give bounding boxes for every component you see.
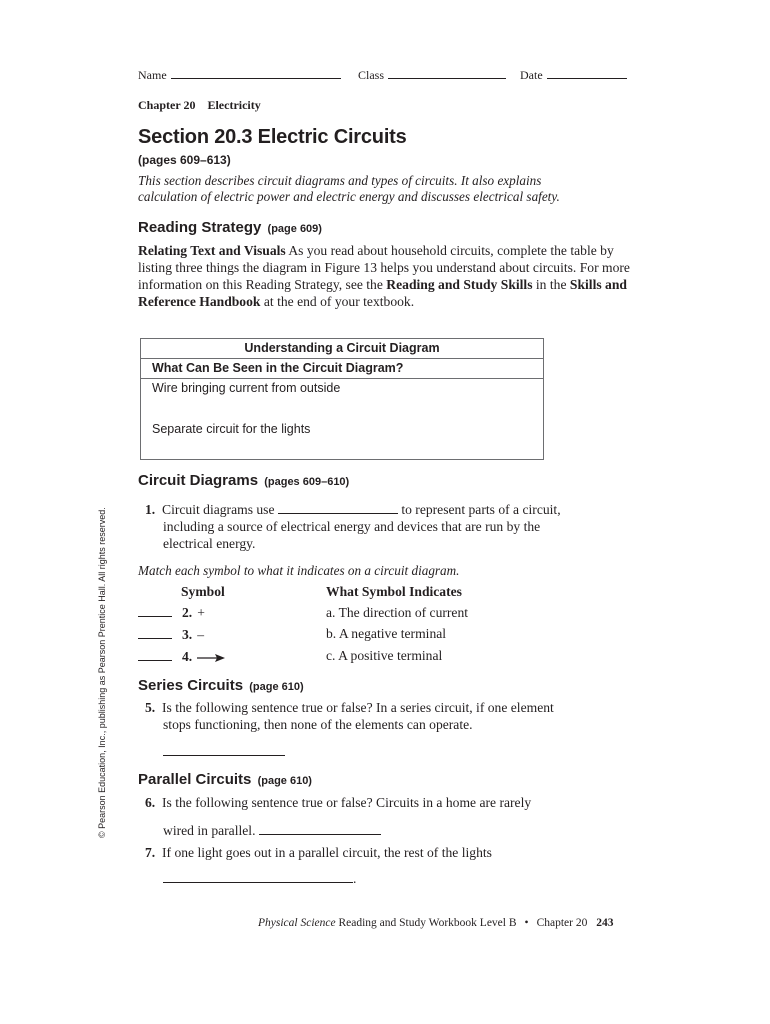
question-5-number: 5.	[145, 700, 156, 715]
page-number: 243	[596, 917, 614, 929]
question-7-answer	[163, 870, 643, 887]
circuit-diagrams-heading	[138, 472, 349, 489]
parallel-circuits-pages: (page 610)	[257, 775, 312, 787]
section-intro	[138, 173, 608, 205]
question-1	[145, 501, 625, 552]
plus-symbol: +	[197, 605, 205, 620]
copyright-note: © Pearson Education, Inc., publishing as Pearson Prentice Hall. All rights reserved.	[97, 507, 107, 838]
matching-item-2	[138, 605, 205, 621]
series-circuits-pages: (page 610)	[249, 681, 304, 693]
matching-instruction: Match each symbol to what it indicates on a circuit diagram.	[138, 563, 460, 578]
question-7-number: 7.	[145, 845, 156, 860]
symbol-column-header: Symbol	[181, 584, 225, 599]
question-1-number: 1.	[145, 502, 156, 517]
question-6-continued	[163, 822, 643, 839]
question-5-text-b: stops functioning, then none of the elements can operate.	[163, 717, 473, 732]
reading-strategy-paragraph	[138, 242, 630, 310]
chapter-heading	[138, 98, 273, 113]
series-circuits-heading	[138, 677, 304, 694]
page-footer	[258, 917, 613, 929]
option-b: b. A negative terminal	[326, 626, 447, 641]
section-pages: (pages 609–613)	[138, 153, 231, 167]
reading-strategy-bold-1: Reading and Study Skills	[386, 277, 533, 292]
reading-strategy-text-3: at the end of your textbook.	[260, 294, 415, 309]
intro-line-1: This section describes circuit diagrams and types of circuits. It also explains	[138, 173, 542, 188]
option-a: a. The direction of current	[326, 605, 469, 620]
circuit-diagram-table	[140, 338, 544, 460]
arrow-right-icon	[197, 653, 225, 663]
question-5	[145, 699, 625, 733]
answer-blank-2[interactable]	[138, 616, 172, 617]
question-7-text-a: If one light goes out in a parallel circuit, the rest of the lights	[162, 845, 492, 860]
matching-item-4	[138, 649, 225, 665]
circuit-diagrams-title: Circuit Diagrams	[138, 472, 259, 489]
question-1-text-c: including a source of electrical energy and devices that are run by the	[163, 519, 541, 534]
question-7	[145, 844, 625, 861]
class-label: Class	[358, 68, 385, 82]
reading-strategy-bold-2: Skills and Reference Handbook	[138, 277, 627, 309]
matching-item-3	[138, 627, 204, 643]
reading-strategy-title: Reading Strategy	[138, 219, 262, 236]
question-1-text-b: to represent parts of a circuit,	[401, 502, 561, 517]
question-5-text-a: Is the following sentence true or false? In a series circuit, if one element	[162, 700, 554, 715]
question-7-period: .	[353, 871, 357, 886]
class-field	[358, 68, 506, 83]
series-circuits-title: Series Circuits	[138, 677, 244, 694]
question-1-text-d: electrical energy.	[163, 536, 256, 551]
table-title: Understanding a Circuit Diagram	[141, 339, 543, 359]
date-blank[interactable]	[547, 78, 627, 79]
class-blank[interactable]	[388, 78, 506, 79]
answer-blank-4[interactable]	[138, 660, 172, 661]
reading-strategy-heading	[138, 219, 322, 236]
date-field	[520, 68, 627, 83]
parallel-circuits-heading	[138, 771, 312, 788]
question-6-text-a: Is the following sentence true or false? Circuits in a home are rarely	[162, 795, 532, 810]
section-title: Section 20.3 Electric Circuits	[138, 126, 407, 148]
reading-strategy-text-2: in the	[532, 277, 570, 292]
reading-strategy-text-1: As you read about household circuits, complete the table by listing three things the diagram in Figure 13 helps you understand about circuits. For more information on this Reading Strategy, see the	[138, 243, 630, 292]
reading-strategy-lead: Relating Text and Visuals	[138, 243, 286, 258]
question-6-blank[interactable]	[259, 834, 381, 835]
indicates-column-header: What Symbol Indicates	[326, 584, 462, 599]
name-blank[interactable]	[171, 78, 341, 79]
chapter-number: Chapter 20	[138, 98, 196, 112]
footer-book-title: Physical Science	[258, 917, 336, 929]
question-1-text-a: Circuit diagrams use	[162, 502, 275, 517]
question-6-text-b: wired in parallel.	[163, 823, 256, 838]
table-row: Wire bringing current from outside	[152, 381, 341, 395]
item-number: 2.	[182, 605, 193, 620]
option-c: c. A positive terminal	[326, 648, 443, 663]
table-column-header: What Can Be Seen in the Circuit Diagram?	[141, 359, 543, 379]
circuit-diagrams-pages: (pages 609–610)	[264, 476, 350, 488]
minus-symbol: –	[197, 627, 204, 642]
question-6	[145, 794, 625, 811]
reading-strategy-pages: (page 609)	[267, 223, 322, 235]
answer-blank-3[interactable]	[138, 638, 172, 639]
bullet-icon: •	[524, 917, 529, 929]
date-label: Date	[520, 68, 543, 82]
name-field	[138, 68, 341, 83]
question-5-blank[interactable]	[163, 741, 285, 756]
item-number: 3.	[182, 627, 193, 642]
parallel-circuits-title: Parallel Circuits	[138, 771, 252, 788]
chapter-title: Electricity	[207, 98, 261, 112]
question-6-number: 6.	[145, 795, 156, 810]
intro-line-2: calculation of electric power and electric energy and discusses electrical safety.	[138, 189, 560, 204]
question-1-blank[interactable]	[278, 513, 398, 514]
item-number: 4.	[182, 649, 193, 664]
question-7-blank[interactable]	[163, 882, 353, 883]
footer-book-rest: Reading and Study Workbook Level B	[335, 917, 517, 929]
name-label: Name	[138, 68, 167, 82]
footer-chapter: Chapter 20	[536, 917, 588, 929]
table-row: Separate circuit for the lights	[152, 422, 311, 436]
